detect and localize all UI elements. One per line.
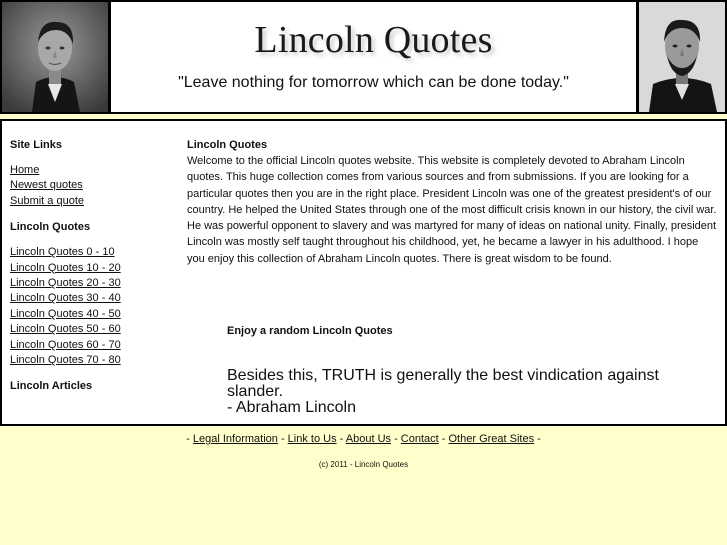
footer-separator: -: [277, 433, 288, 445]
footer-link-legal-information[interactable]: Legal Information: [192, 433, 278, 445]
sidebar-link-quotes-0-10[interactable]: Lincoln Quotes 0 - 10: [10, 246, 115, 259]
random-quote-section: [227, 325, 707, 416]
sidebar-link-quotes-50-60[interactable]: Lincoln Quotes 50 - 60: [10, 323, 121, 336]
sidebar-link-submit-quote[interactable]: Submit a quote: [10, 194, 84, 207]
footer-separator: -: [186, 433, 193, 445]
sidebar-link-newest-quotes[interactable]: Newest quotes: [10, 179, 83, 192]
footer-link-link-to-us[interactable]: Link to Us: [287, 433, 337, 445]
header: [0, 0, 727, 114]
footer-separator: -: [391, 433, 401, 445]
footer-separator: -: [336, 433, 346, 445]
random-quote-text: Besides this, TRUTH is generally the best vindication against slander.: [227, 367, 659, 400]
lincoln-articles-heading: Lincoln Articles: [10, 380, 93, 393]
sidebar-link-quotes-60-70[interactable]: Lincoln Quotes 60 - 70: [10, 338, 121, 351]
intro-paragraph: Welcome to the official Lincoln quotes website. This website is completely devoted to Abraham Lincoln quotes. This huge collection comes from various sources and from submissions. If you are looking for a particular quotes then you are in the right place. President Lincoln was one of the greatest president's of our country. He helped the United States through one of the most difficult crisis known in our history, the civil war. He was powerful opponent to slavery and was martyred for many of ideas on national unity. Finally, president Lincoln was mostly self taught throughout his childhood, yet, he became a lawyer in his adulthood. I hope you enjoy this collection of Abraham Lincoln quotes. There is great wisdom to be found.: [187, 155, 717, 265]
main-content: [187, 137, 717, 267]
content-box: [0, 119, 727, 426]
sidebar-link-quotes-10-20[interactable]: Lincoln Quotes 10 - 20: [10, 261, 121, 274]
sidebar-link-quotes-20-30[interactable]: Lincoln Quotes 20 - 30: [10, 277, 121, 290]
sidebar-link-quotes-70-80[interactable]: Lincoln Quotes 70 - 80: [10, 354, 121, 367]
footer-link-about-us[interactable]: About Us: [345, 433, 392, 445]
lincoln-portrait-right: [639, 2, 725, 112]
footer-separator: -: [438, 433, 449, 445]
tagline: "Leave nothing for tomorrow which can be done today.": [178, 74, 569, 91]
main-title: Lincoln Quotes: [187, 139, 268, 151]
lincoln-portrait-left: [2, 2, 108, 112]
footer-separator: -: [534, 433, 541, 445]
footer-links: [0, 433, 727, 445]
copyright: (c) 2011 - Lincoln Quotes: [318, 460, 409, 469]
sidebar-link-quotes-40-50[interactable]: Lincoln Quotes 40 - 50: [10, 307, 121, 320]
sidebar: [10, 139, 180, 392]
sidebar-link-quotes-30-40[interactable]: Lincoln Quotes 30 - 40: [10, 292, 121, 305]
banner: [111, 2, 636, 112]
random-quote-author: - Abraham Lincoln: [227, 399, 356, 416]
lincoln-quotes-heading: Lincoln Quotes: [10, 221, 91, 234]
site-links-heading: Site Links: [10, 139, 62, 151]
sidebar-link-home[interactable]: Home: [10, 164, 40, 176]
random-quote-heading: Enjoy a random Lincoln Quotes: [227, 325, 393, 337]
footer-link-other-great-sites[interactable]: Other Great Sites: [448, 433, 535, 445]
site-title: Lincoln Quotes: [254, 19, 493, 61]
footer-link-contact[interactable]: Contact: [400, 433, 439, 445]
